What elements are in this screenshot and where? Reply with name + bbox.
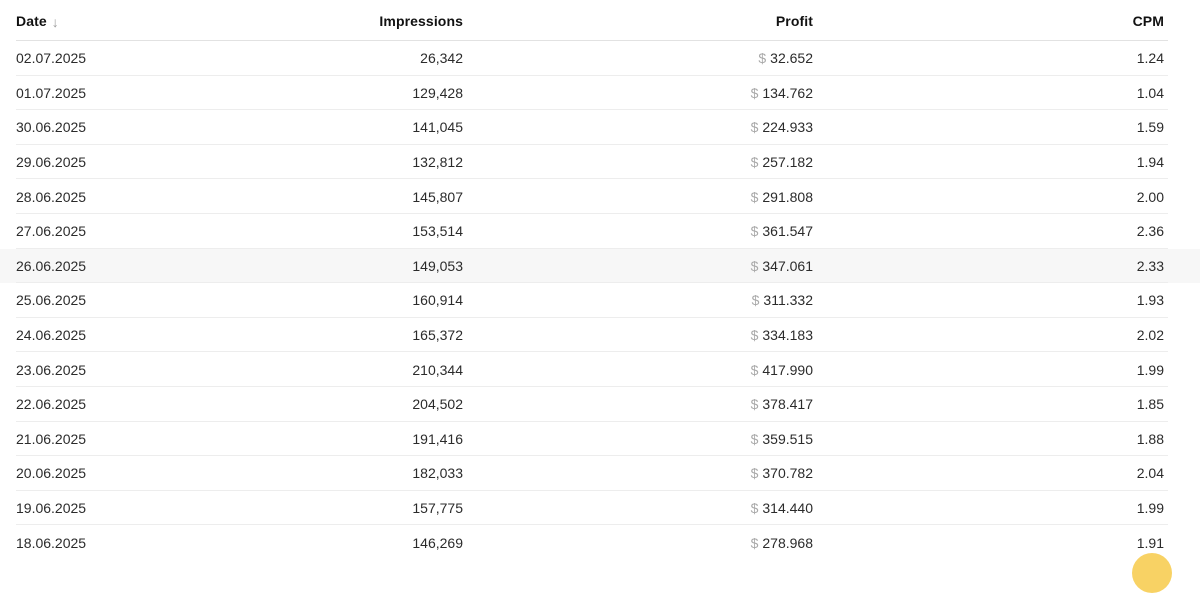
cell-date: 21.06.2025 — [16, 430, 87, 447]
cell-date: 02.07.2025 — [16, 50, 87, 67]
column-header-impressions-label: Impressions — [379, 12, 463, 29]
profit-value: 334.183 — [762, 327, 813, 344]
cell-impressions: 165,372 — [412, 327, 463, 344]
profit-value: 224.933 — [762, 119, 813, 136]
dollar-sign: $ — [751, 292, 760, 309]
cell-cpm: 1.99 — [1136, 361, 1164, 378]
cell-profit — [463, 292, 813, 308]
profit-value: 291.808 — [762, 188, 813, 205]
cell-impressions: 129,428 — [412, 84, 463, 101]
cell-impressions: 191,416 — [412, 430, 463, 447]
profit-value: 417.990 — [762, 361, 813, 378]
cell-cpm: 2.00 — [1136, 188, 1164, 205]
dollar-sign: $ — [750, 84, 759, 101]
cell-date: 19.06.2025 — [16, 500, 87, 517]
cell-date: 01.07.2025 — [16, 84, 87, 101]
cell-profit — [463, 85, 813, 101]
table-row[interactable] — [0, 145, 1200, 180]
cell-date: 26.06.2025 — [16, 257, 87, 274]
cell-impressions: 145,807 — [412, 188, 463, 205]
table-row[interactable] — [0, 387, 1200, 422]
cell-impressions: 132,812 — [412, 154, 463, 171]
cell-impressions: 149,053 — [412, 257, 463, 274]
cell-date: 30.06.2025 — [16, 119, 87, 136]
cell-cpm: 1.59 — [1136, 119, 1164, 136]
cell-cpm: 2.33 — [1136, 257, 1164, 274]
cell-date: 20.06.2025 — [16, 465, 87, 482]
profit-value: 278.968 — [762, 534, 813, 551]
cell-profit — [463, 465, 813, 481]
cell-cpm: 1.91 — [1136, 534, 1164, 551]
cell-date: 24.06.2025 — [16, 327, 87, 344]
table-row[interactable] — [0, 352, 1200, 387]
dollar-sign: $ — [750, 119, 759, 136]
floating-action-button[interactable] — [1132, 553, 1172, 593]
column-header-cpm-label: CPM — [1132, 12, 1164, 29]
dollar-sign: $ — [750, 327, 759, 344]
cell-profit — [463, 362, 813, 378]
dollar-sign: $ — [750, 188, 759, 205]
dollar-sign: $ — [750, 465, 759, 482]
cell-cpm: 1.99 — [1136, 500, 1164, 517]
cell-profit — [463, 119, 813, 135]
column-header-cpm[interactable] — [813, 13, 1164, 29]
cell-cpm: 2.04 — [1136, 465, 1164, 482]
column-header-date-label: Date — [16, 12, 47, 29]
profit-value: 314.440 — [762, 500, 813, 517]
cell-profit — [463, 500, 813, 516]
cell-date: 18.06.2025 — [16, 534, 87, 551]
cell-cpm: 1.24 — [1136, 50, 1164, 67]
profit-value: 359.515 — [762, 430, 813, 447]
table-row[interactable] — [0, 214, 1200, 249]
table-row[interactable] — [0, 76, 1200, 111]
cell-impressions: 210,344 — [412, 361, 463, 378]
table-row[interactable] — [0, 318, 1200, 353]
cell-date: 29.06.2025 — [16, 154, 87, 171]
cell-profit — [463, 189, 813, 205]
table-header-row — [0, 0, 1200, 41]
cell-profit — [463, 327, 813, 343]
table-row[interactable] — [0, 41, 1200, 76]
cell-cpm: 1.04 — [1136, 84, 1164, 101]
cell-impressions: 153,514 — [412, 223, 463, 240]
cell-date: 23.06.2025 — [16, 361, 87, 378]
column-header-impressions[interactable] — [113, 13, 463, 29]
dollar-sign: $ — [750, 223, 759, 240]
column-header-profit-label: Profit — [775, 12, 813, 29]
cell-profit — [463, 154, 813, 170]
dollar-sign: $ — [750, 361, 759, 378]
cell-cpm: 1.94 — [1136, 154, 1164, 171]
cell-date: 25.06.2025 — [16, 292, 87, 309]
cell-cpm: 2.02 — [1136, 327, 1164, 344]
table-row[interactable] — [0, 525, 1200, 560]
table-row[interactable] — [0, 179, 1200, 214]
table-row[interactable] — [0, 456, 1200, 491]
cell-cpm: 1.85 — [1136, 396, 1164, 413]
cell-impressions: 146,269 — [412, 534, 463, 551]
cell-impressions: 26,342 — [420, 50, 463, 67]
dollar-sign: $ — [750, 257, 759, 274]
profit-value: 347.061 — [762, 257, 813, 274]
profit-value: 378.417 — [762, 396, 813, 413]
dollar-sign: $ — [750, 500, 759, 517]
cell-impressions: 160,914 — [412, 292, 463, 309]
table-row[interactable] — [0, 283, 1200, 318]
dollar-sign: $ — [750, 154, 759, 171]
cell-profit — [463, 50, 813, 66]
profit-value: 257.182 — [762, 154, 813, 171]
cell-profit — [463, 396, 813, 412]
cell-impressions: 182,033 — [412, 465, 463, 482]
cell-impressions: 157,775 — [412, 500, 463, 517]
profit-value: 134.762 — [762, 84, 813, 101]
dollar-sign: $ — [758, 50, 767, 67]
table-body — [0, 41, 1200, 560]
cell-profit — [463, 223, 813, 239]
profit-value: 32.652 — [770, 50, 813, 67]
dollar-sign: $ — [750, 534, 759, 551]
cell-cpm: 1.93 — [1136, 292, 1164, 309]
cell-profit — [463, 431, 813, 447]
table-row[interactable] — [0, 249, 1200, 284]
profit-value: 311.332 — [763, 292, 813, 309]
cell-date: 22.06.2025 — [16, 396, 87, 413]
cell-cpm: 1.88 — [1136, 430, 1164, 447]
cell-impressions: 204,502 — [412, 396, 463, 413]
table-row[interactable] — [0, 422, 1200, 457]
table-row[interactable] — [0, 110, 1200, 145]
table-row[interactable] — [0, 491, 1200, 526]
column-header-date[interactable] — [16, 13, 113, 29]
dollar-sign: $ — [750, 396, 759, 413]
sort-desc-icon: ↓ — [51, 13, 59, 30]
column-header-profit[interactable] — [463, 13, 813, 29]
cell-profit — [463, 258, 813, 274]
profit-value: 370.782 — [762, 465, 813, 482]
cell-date: 28.06.2025 — [16, 188, 87, 205]
cell-cpm: 2.36 — [1136, 223, 1164, 240]
dollar-sign: $ — [750, 430, 759, 447]
profit-value: 361.547 — [762, 223, 813, 240]
cell-profit — [463, 535, 813, 551]
cell-impressions: 141,045 — [412, 119, 463, 136]
cell-date: 27.06.2025 — [16, 223, 87, 240]
